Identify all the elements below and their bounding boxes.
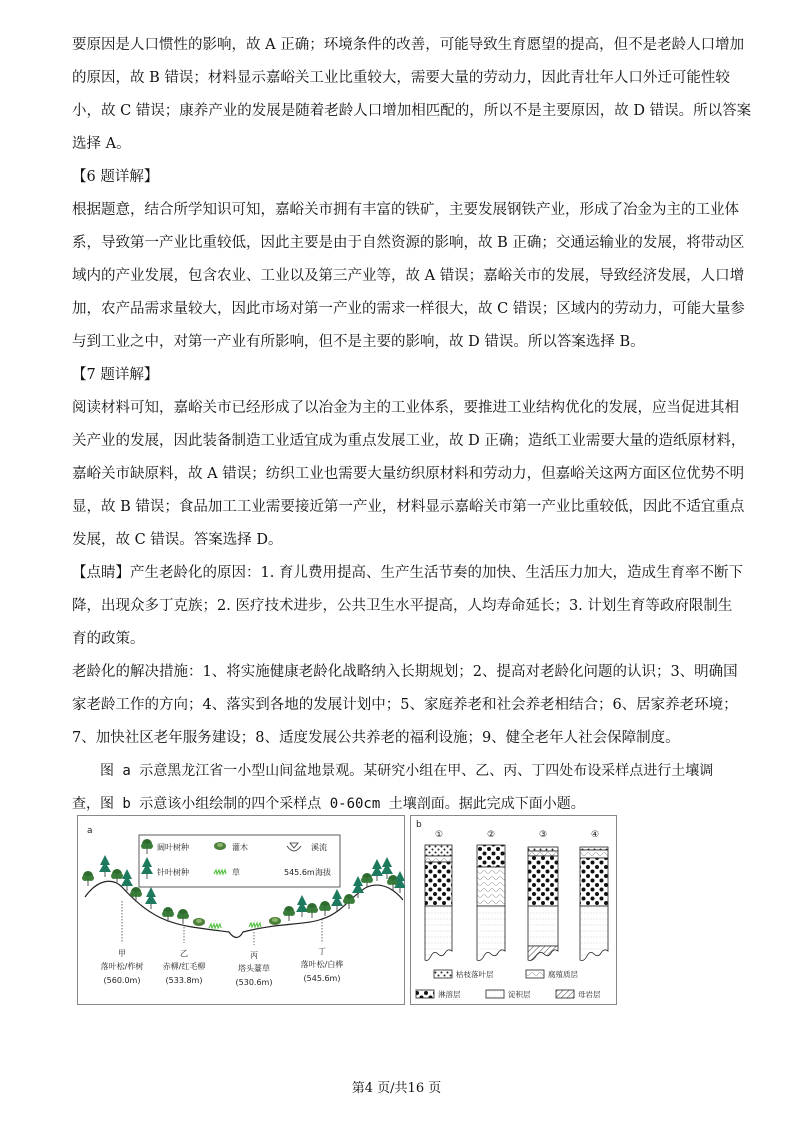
text-line: 育的政策。 <box>72 631 145 647</box>
bedrock-swatch <box>556 990 574 998</box>
site-yi-name: 乙 <box>180 949 188 958</box>
text-line: 嘉峪关市缺原料，故 A 错误；纺织工业也需要大量纺织原材料和劳动力，但嘉峪关这两方面区位优势不明 <box>72 466 745 482</box>
text-line: 阅读材料可知，嘉峪关市已经形成了以冶金为主的工业体系，要推进工业结构优化的发展，应当促进其相 <box>72 400 739 416</box>
figure-b-label: b <box>416 820 422 830</box>
text-line: 【点睛】产生老龄化的原因：1. 育儿费用提高、生产生活节奏的加快、生活压力加大，造成生育率不断下 <box>72 565 743 581</box>
legend-eluvial: 淋溶层 <box>438 990 461 999</box>
text-line: 关产业的发展，因此装备制造工业适宜成为重点发展工业，故 D 正确；造纸工业需要大量的造纸原材料， <box>72 433 746 449</box>
profile-3 <box>528 847 558 961</box>
profile-1-label: ① <box>434 830 444 840</box>
profile-4 <box>580 847 608 961</box>
site-bing-name: 丙 <box>250 951 258 960</box>
text-line: 域内的产业发展，包含农业、工业以及第三产业等，故 A 错误；嘉峪关市的发展，导致经济发展，人口增 <box>72 268 745 284</box>
text-line: 根据题意，结合所学知识可知，嘉峪关市拥有丰富的铁矿，主要发展钢铁产业，形成了冶金为主的工业体 <box>72 202 739 218</box>
text-line: 加，农产品需求量较大，因此市场对第一产业的需求一样很大，故 C 错误；区域内的劳动力，可能大量参 <box>72 301 745 317</box>
site-bing-altitude: (530.6m) <box>235 978 273 987</box>
site-bing-vegetation: 塔头薹草 <box>238 964 270 973</box>
legend-altitude-sample: 545.6m <box>284 868 315 877</box>
legend-deposit: 淀积层 <box>508 990 531 999</box>
shrub-icon <box>214 842 226 850</box>
site-ding-altitude: (545.6m) <box>303 974 341 983</box>
legend-litter: 枯枝落叶层 <box>456 970 494 979</box>
text-line: 选择 A。 <box>72 136 131 152</box>
text-line: 要原因是人口惯性的影响，故 A 正确；环境条件的改善，可能导致生育愿望的提高，但不是老龄人口增加 <box>72 37 745 53</box>
text-line: 小，故 C 错误；康养产业的发展是随着老龄人口增加相匹配的，所以不是主要原因，故 D 错误。所以答案 <box>72 103 752 119</box>
text-line: 系，导致第一产业比重较低，因此主要是由于自然资源的影响，故 B 正确；交通运输业的发展，将带动区 <box>72 235 745 251</box>
legend-grass: 草 <box>232 868 240 877</box>
figure-b-soil-profiles <box>410 815 617 1005</box>
legend-altitude: 海拔 <box>315 868 331 877</box>
text-line: 图 a 示意黑龙江省一小型山间盆地景观。某研究小组在甲、乙、丙、丁四处布设采样点进行土壤调 <box>72 763 714 779</box>
site-ding-vegetation: 落叶松/白桦 <box>300 960 344 969</box>
text-line: 【6 题详解】 <box>72 169 159 185</box>
site-jia-name: 甲 <box>118 949 126 958</box>
profile-2-label: ② <box>486 830 496 840</box>
profile-3-label: ③ <box>538 830 548 840</box>
text-line: 与到工业之中，对第一产业有所影响，但不是主要的影响，故 D 错误。所以答案选择 B。 <box>72 334 645 350</box>
figure-a-label: a <box>87 826 93 836</box>
text-line: 7、加快社区老年服务建设；8、适度发展公共养老的福利设施；9、健全老年人社会保障制度。 <box>72 730 680 746</box>
legend-conifer: 针叶树种 <box>157 868 189 877</box>
text-line: 查，图 b 示意该小组绘制的四个采样点 0-60cm 土壤剖面。据此完成下面小题。 <box>72 796 585 812</box>
text-line: 显，故 B 错误；食品加工工业需要接近第一产业，材料显示嘉峪关市第一产业比重较低，因此不适宜重点 <box>72 499 745 515</box>
profile-2 <box>477 845 505 961</box>
legend-stream: 溪流 <box>311 843 327 852</box>
text-line: 老龄化的解决措施：1、将实施健康老龄化战略纳入长期规划；2、提高对老龄化问题的认识；3、明确国 <box>72 664 738 680</box>
text-line: 的原因，故 B 错误；材料显示嘉峪关工业比重较大，需要大量的劳动力，因此青壮年人口外迁可能性较 <box>72 70 730 86</box>
text-line: 【7 题详解】 <box>72 367 159 383</box>
text-line: 发展，故 C 错误。答案选择 D。 <box>72 532 283 548</box>
legend-broadleaf: 阔叶树种 <box>157 843 189 852</box>
legend-bedrock: 母岩层 <box>578 990 601 999</box>
deposit-swatch <box>486 990 504 998</box>
humus-swatch <box>526 970 544 978</box>
text-line: 家老龄工作的方向；4、落实到各地的发展计划中；5、家庭养老和社会养老相结合；6、居家养老环境； <box>72 697 738 713</box>
page-footer: 第4 页/共16 页 <box>351 1081 442 1096</box>
text-line: 降，出现众多丁克族；2. 医疗技术进步，公共卫生水平提高，人均寿命延长；3. 计划生育等政府限制生 <box>72 598 733 614</box>
profile-4-label: ④ <box>590 830 600 840</box>
legend-humus: 腐殖质层 <box>548 970 578 979</box>
eluvial-swatch <box>416 990 434 998</box>
site-ding-name: 丁 <box>318 947 326 956</box>
figure-a-basin-landscape <box>77 815 405 1005</box>
site-yi-altitude: (533.8m) <box>165 976 203 985</box>
profile-1 <box>425 845 452 961</box>
legend-shrub: 灌木 <box>232 843 248 852</box>
litter-swatch <box>434 970 452 978</box>
site-jia-altitude: (560.0m) <box>103 976 141 985</box>
site-yi-vegetation: 赤柳/红毛柳 <box>162 962 206 971</box>
site-jia-vegetation: 落叶松/柞树 <box>100 962 144 971</box>
